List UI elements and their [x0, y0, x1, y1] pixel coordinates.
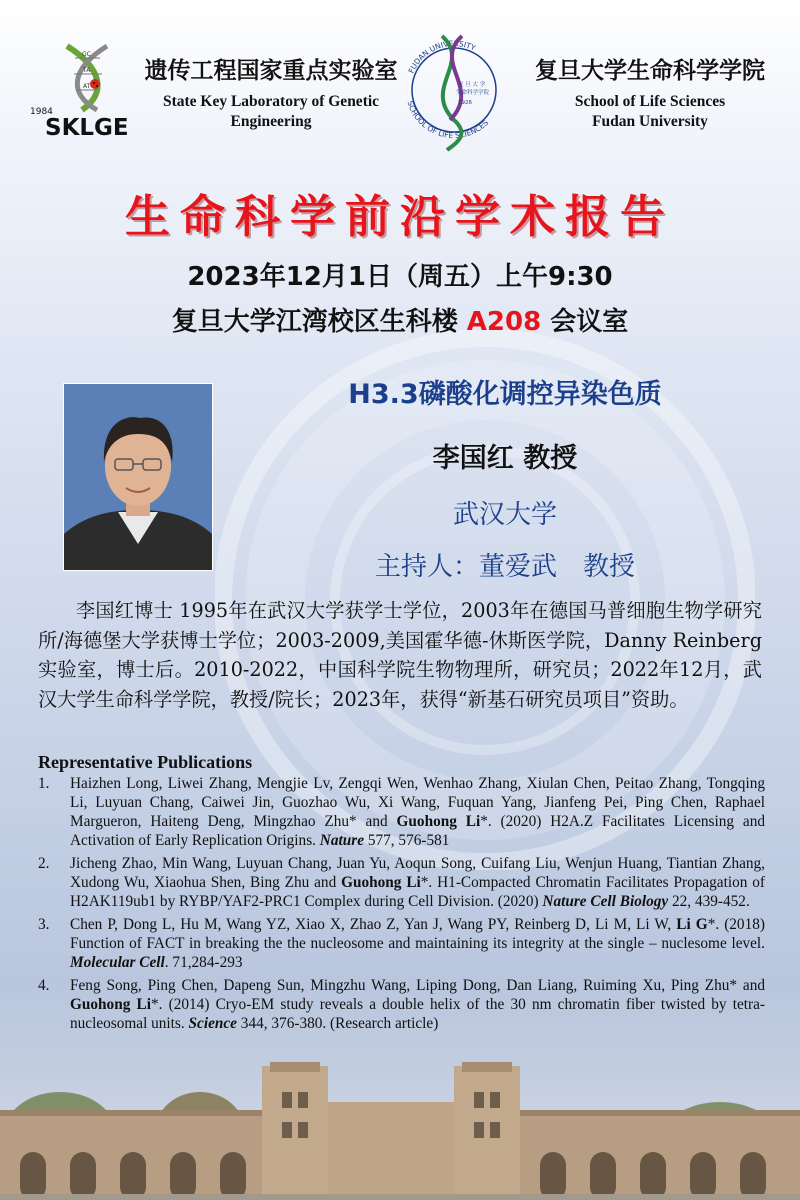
helix-label-gc: GC [82, 51, 91, 58]
publication-journal: Nature [319, 832, 364, 849]
publication-authors: Jicheng Zhao, Min Wang, Luyuan Chang, Juan Yu, Aoqun Song, Cuifang Liu, Wenjun Huang, Tiantian Zhang, Xudong Wu, Xiaohua Shen, Bing Zhu and [70, 855, 765, 891]
publication-authors: Haizhen Long, Liwei Zhang, Mengjie Lv, Zengqi Wen, Wenhao Zhang, Xiulan Chen, Peitao Zhang, Tongqing Li, Luyuan Chang, Caiwei Jin, Guozhao Wu, Xi Wang, Fuquan Yang, Jianfeng Pei, Ping Chen, Raphael Margueron, Haiteng Deng, Mingzhao Zhu* and [70, 775, 765, 830]
event-venue [0, 301, 800, 338]
fudan-name-cn: 复旦大学生命科学学院 [535, 58, 765, 84]
venue-suffix: 会议室 [541, 307, 629, 337]
publication-journal: Nature Cell Biology [542, 893, 669, 910]
fudan-logo-inner-1: 复 旦 大 学 [458, 82, 486, 88]
venue-prefix: 复旦大学江湾校区生科楼 [171, 307, 467, 337]
fudan-logo-year: 1926 [458, 100, 472, 106]
publication-corresponding-author: Guohong Li [396, 813, 481, 830]
publication-citation: 344, 376-380. (Research article) [236, 1015, 439, 1032]
sklge-name-en-line2: Engineering [230, 113, 312, 130]
talk-title: H3.3磷酸化调控异染色质 [348, 379, 662, 410]
sklge-name-cn: 遗传工程国家重点实验室 [144, 58, 398, 84]
publication-authors: Chen P, Dong L, Hu M, Wang YZ, Xiao X, Zhao Z, Yan J, Wang PY, Reinberg D, Li M, Li W, [70, 916, 677, 933]
publication-number: 3. [38, 916, 50, 933]
publication-number: 4. [38, 977, 50, 994]
svg-text:SCHOOL OF LIFE SCIENCES [406, 100, 491, 140]
helix-label-at: AT [83, 83, 91, 90]
helix-label-ta: TA [83, 67, 91, 74]
publication-number: 2. [38, 855, 50, 872]
speaker-name: 李国红 教授 [432, 443, 578, 474]
publication-title: *. (2018) Function of FACT in breaking the the nucleosome and maintaining its integrity at the single – nuclesome level. [70, 916, 765, 952]
publication-journal: Science [188, 1015, 237, 1032]
publication-item [38, 976, 765, 1033]
fudan-name-en [510, 92, 790, 132]
fudan-name-en-line2: Fudan University [592, 113, 708, 130]
publication-title: *. (2014) Cryo-EM study reveals a double helix of the 30 nm chromatin fiber twisted by tetra-nucleosomal units. [70, 996, 765, 1032]
sklge-logo [12, 38, 147, 138]
publication-citation: 22, 439-452. [668, 893, 750, 910]
publication-list [38, 774, 765, 1037]
speaker-bio: 李国红博士 1995年在武汉大学获学士学位，2003年在德国马普细胞生物学研究所/海德堡大学获博士学位；2003-2009,美国霍华德-休斯医学院，Danny Reinberg实验室，博士后。2010-2022，中国科学院生物物理所，研究员；2022年12月，武汉大学生命科学学院，教授/院长；2023年，获得“新基石研究员项目”资助。 [38, 599, 762, 711]
sklge-name-en-line1: State Key Laboratory of Genetic [162, 93, 380, 110]
host: 主持人：董爱武 教授 [374, 552, 635, 582]
publication-corresponding-author: Li G [676, 916, 708, 933]
fudan-name-en-line1: School of Life Sciences [574, 93, 726, 110]
fudan-logo-ring-top: FUDAN UNIVERSITY [406, 38, 477, 75]
publication-item [38, 854, 765, 911]
publication-item [38, 915, 765, 972]
campus-building-image [0, 1062, 800, 1200]
fudan-life-sciences-logo [392, 28, 517, 153]
publication-journal: Molecular Cell [70, 954, 165, 971]
fudan-logo-inner-2: 生命科学学院 [456, 90, 490, 96]
publication-citation: 577, 576-581 [364, 832, 450, 849]
sklge-abbr: SKLGE [45, 115, 129, 138]
publication-item [38, 774, 765, 850]
publication-number: 1. [38, 775, 50, 792]
event-datetime: 2023年12月1日（周五）上午9:30 [187, 262, 613, 292]
publication-citation: . 71,284-293 [164, 954, 243, 971]
publication-title: *. (2020) H2A.Z Facilitates Licensing and Activation of Early Replication Origins. [70, 813, 765, 849]
speaker-affiliation: 武汉大学 [452, 500, 557, 530]
publication-title: *. H1-Compacted Chromatin Facilitates Propagation of H2AK119ub1 by RYBP/YAF2-PRC1 Complex during Cell Division. (2020) [70, 874, 765, 910]
sklge-year: 1984 [30, 107, 53, 117]
publication-authors: Feng Song, Ping Chen, Dapeng Sun, Mingzhu Wang, Liping Dong, Dan Liang, Ruiming Xu, Ping Zhu* and [70, 977, 765, 994]
speaker-photo [63, 383, 213, 571]
venue-room: A208 [466, 307, 542, 337]
sklge-name-en [143, 92, 399, 132]
publications-heading: Representative Publications [38, 752, 253, 772]
svg-text:FUDAN UNIVERSITY [407, 39, 478, 75]
event-title: 生命科学前沿学术报告 [124, 190, 675, 243]
publication-corresponding-author: Guohong Li [70, 996, 151, 1013]
fudan-logo-ring-bottom: SCHOOL OF LIFE SCIENCES [405, 99, 491, 141]
publication-corresponding-author: Guohong Li [341, 874, 421, 891]
